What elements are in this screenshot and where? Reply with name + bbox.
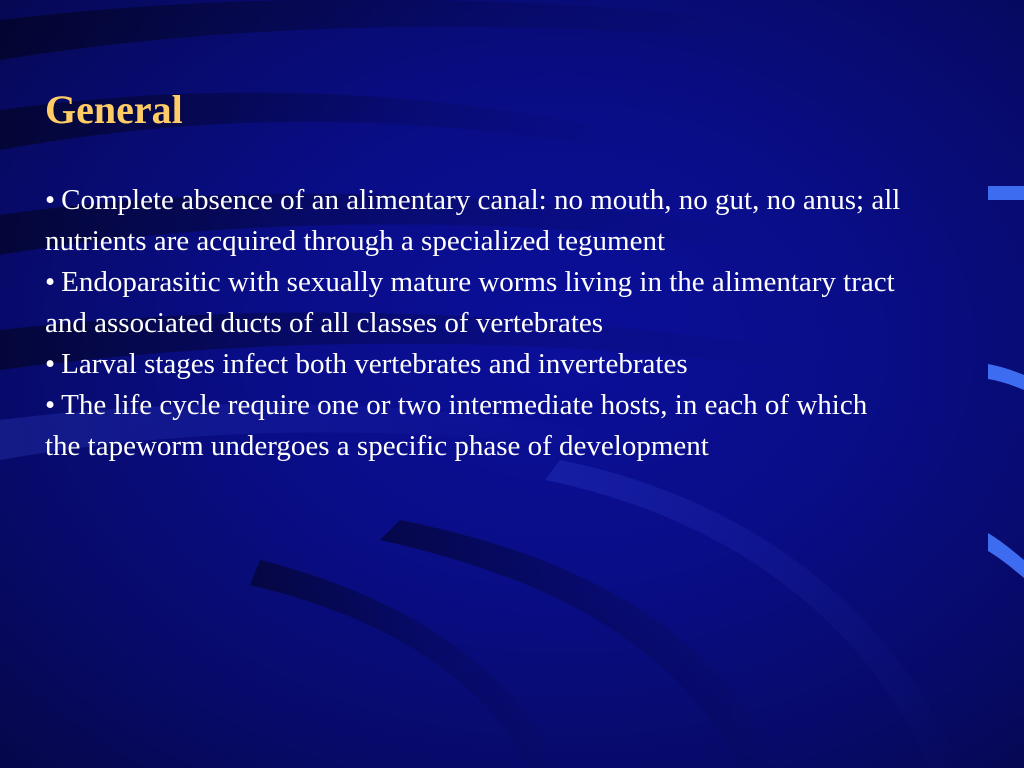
bullet-item-2 xyxy=(45,262,905,344)
bullet-text-2: Endoparasitic with sexually mature worms living in the alimentary tract and associated ducts of all classes of vertebrates xyxy=(45,266,895,339)
bullet-item-3 xyxy=(45,344,905,385)
bullet-glyph: • xyxy=(45,348,56,380)
bullet-glyph: • xyxy=(45,184,56,216)
bullet-list xyxy=(45,180,905,467)
bullet-glyph: • xyxy=(45,266,56,298)
slide-title: General xyxy=(45,87,183,132)
swoosh-1 xyxy=(0,0,760,60)
accent-mark-3 xyxy=(988,533,1024,578)
accent-mark-2 xyxy=(988,364,1024,390)
bullet-text-4: The life cycle require one or two intermediate hosts, in each of which the tapeworm undergoes a specific phase of development xyxy=(45,389,868,462)
bullet-glyph: • xyxy=(45,389,56,421)
bullet-text-1: Complete absence of an alimentary canal: no mouth, no gut, no anus; all nutrients are acquired through a specialized tegument xyxy=(45,184,901,257)
bullet-text-3: Larval stages infect both vertebrates and invertebrates xyxy=(61,348,688,380)
bullet-item-4 xyxy=(45,385,905,467)
swoosh-7 xyxy=(250,560,560,768)
bullet-item-1 xyxy=(45,180,905,262)
accent-mark-1 xyxy=(988,186,1024,200)
